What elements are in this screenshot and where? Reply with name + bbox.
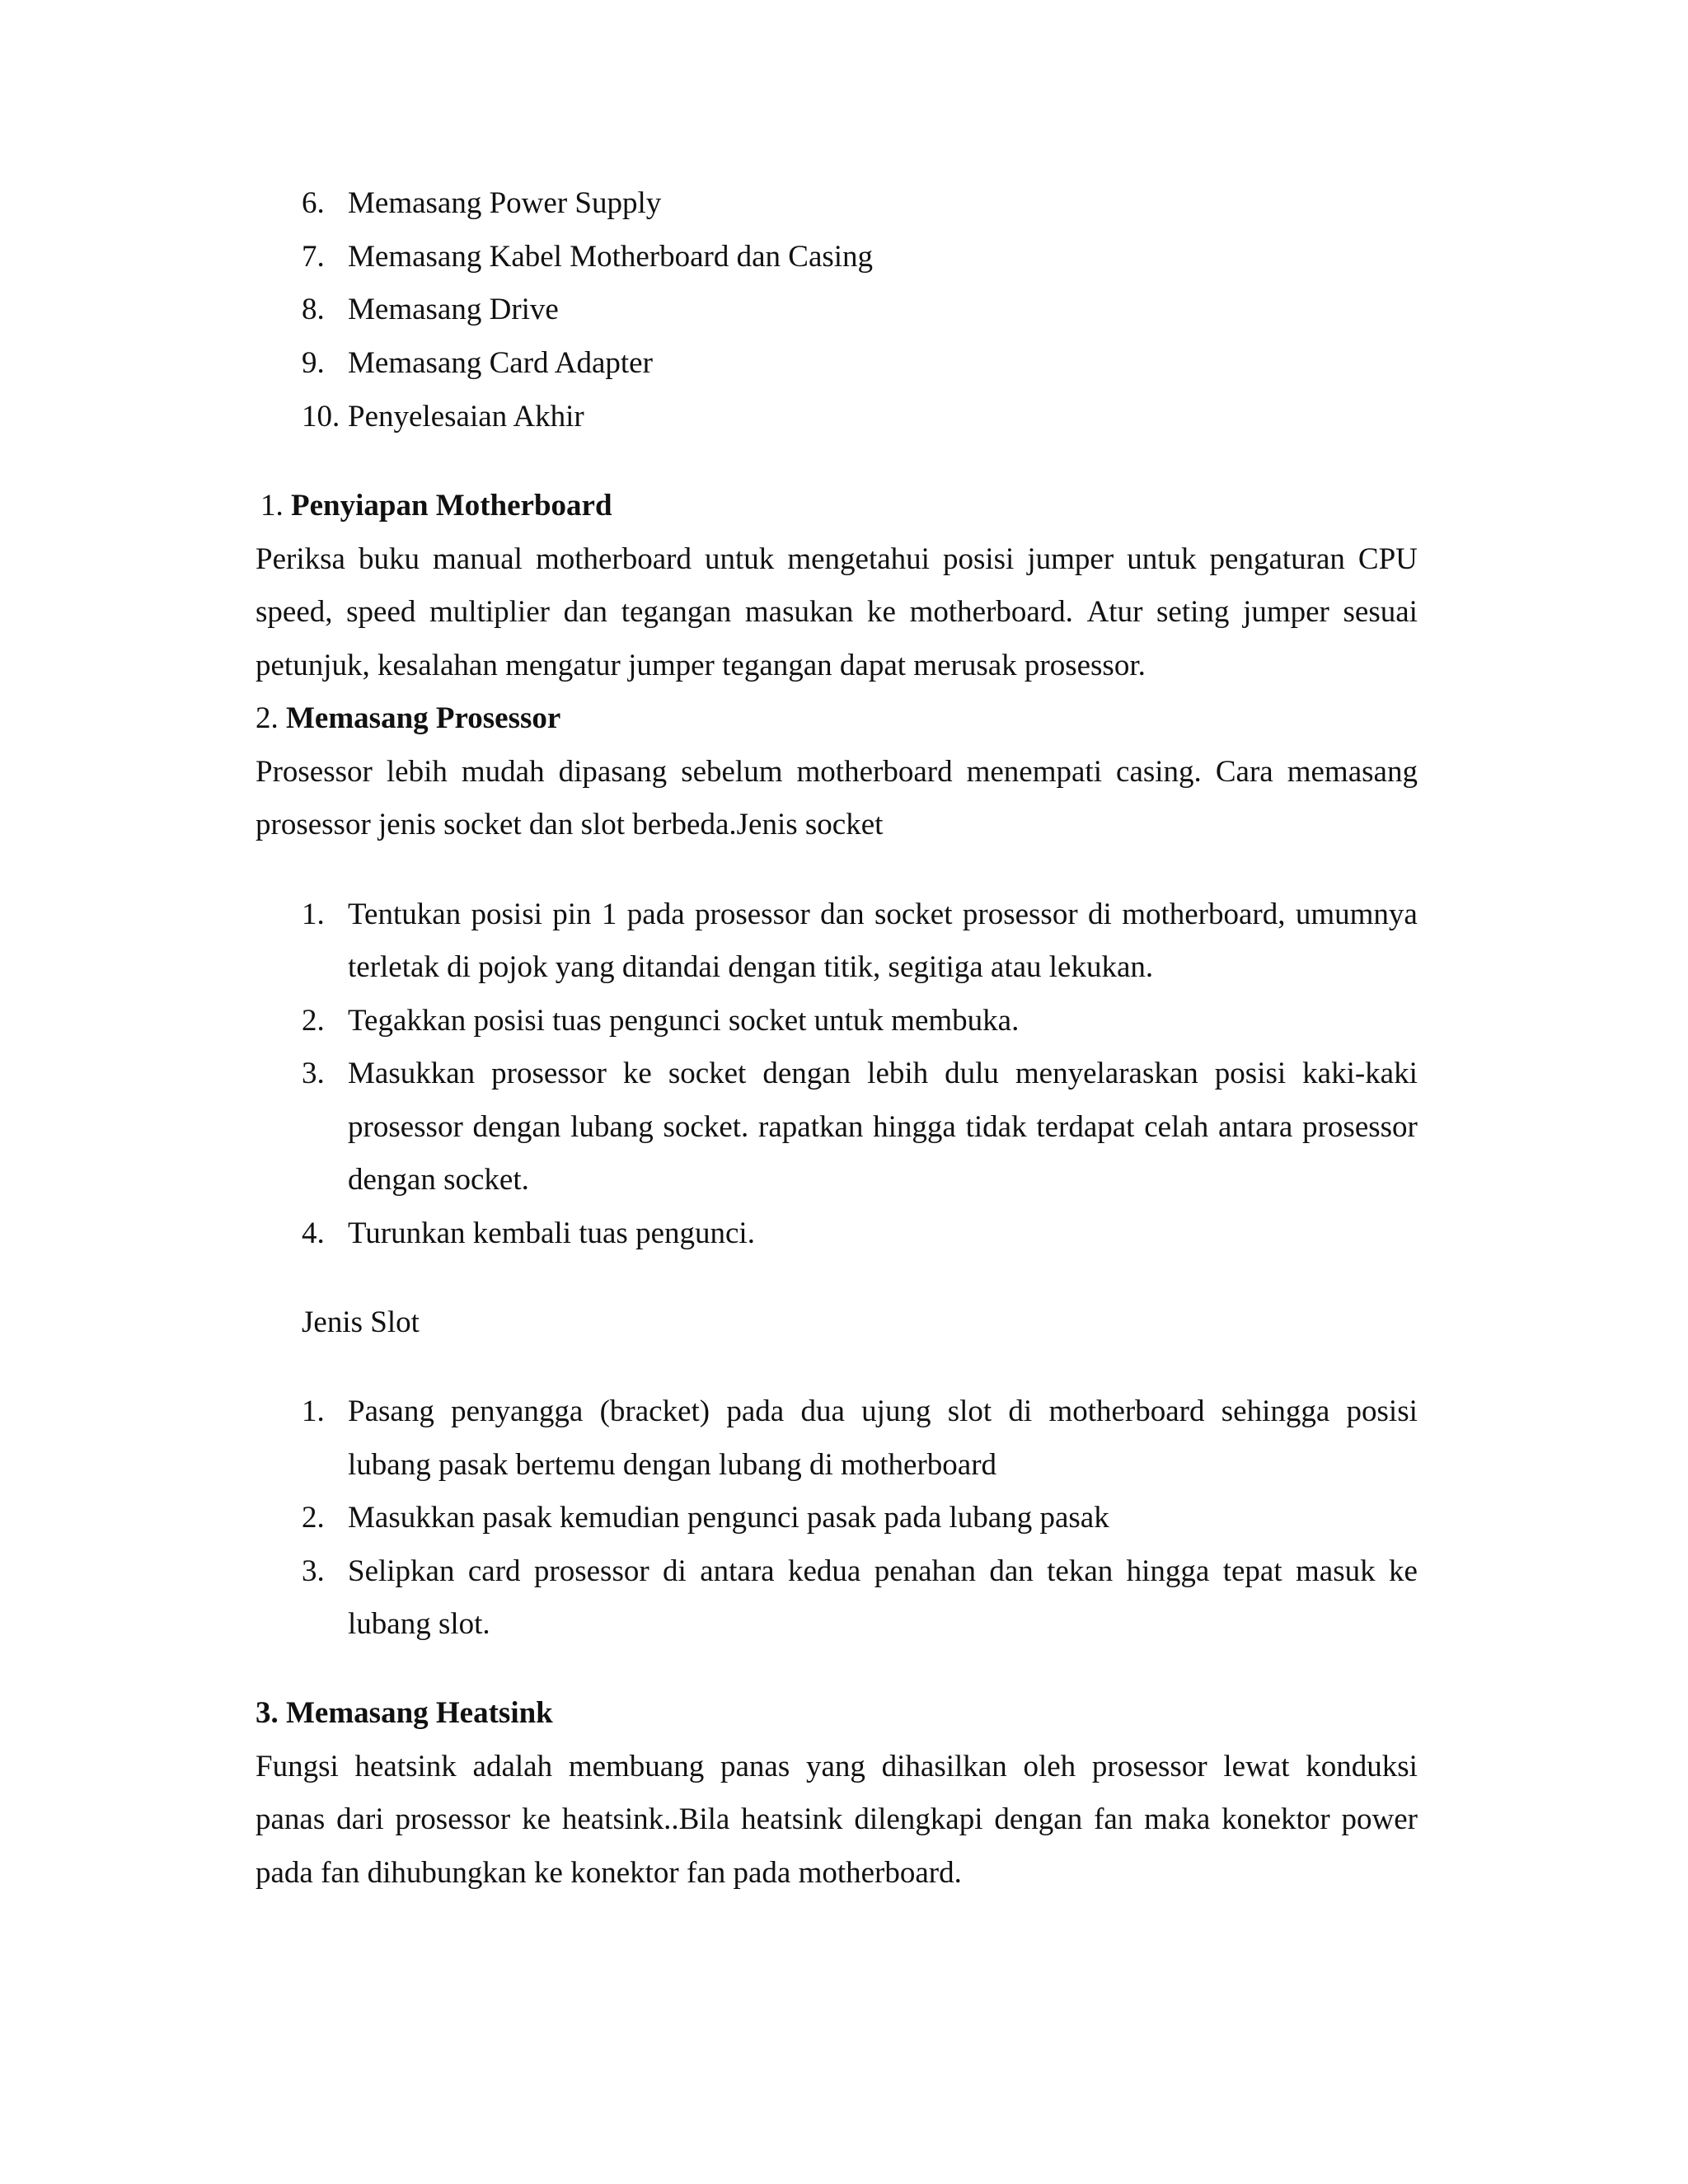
section-number: 1.: [260, 489, 284, 523]
toc-number: 7.: [302, 240, 325, 274]
toc-item: Memasang Drive: [348, 293, 559, 326]
toc-number: 8.: [302, 293, 325, 326]
step-line: [348, 1112, 1418, 1142]
section-heading-1: [260, 490, 612, 521]
section-title: Memasang Prosessor: [286, 701, 561, 735]
slot-heading: Jenis Slot: [302, 1305, 420, 1339]
section-heading-2: [256, 703, 560, 733]
step-line: Tegakkan posisi tuas pengunci socket untuk membuka.: [348, 1004, 1020, 1038]
step-line: lubang slot.: [348, 1607, 490, 1641]
step-line: [348, 1396, 1418, 1427]
step-line: [348, 899, 1418, 930]
toc-item: Memasang Card Adapter: [348, 346, 653, 380]
toc-item: Memasang Power Supply: [348, 186, 662, 220]
section-number: 2.: [256, 701, 279, 735]
paragraph-line: pada fan dihubungkan ke konektor fan pada motherboard.: [256, 1856, 962, 1890]
step-number: 4.: [302, 1216, 325, 1250]
paragraph-line: prosessor jenis socket dan slot berbeda.Jenis socket: [256, 808, 884, 841]
paragraph-line: [256, 597, 1418, 627]
step-line-text: Selipkan card prosessor di antara kedua penahan dan tekan hingga tepat masuk ke: [348, 1554, 1418, 1588]
step-line: Masukkan pasak kemudian pengunci pasak pada lubang pasak: [348, 1501, 1109, 1535]
step-line-text: Pasang penyangga (bracket) pada dua ujung slot di motherboard sehingga posisi: [348, 1394, 1418, 1428]
toc-item: Penyelesaian Akhir: [348, 400, 584, 434]
paragraph-line-text: Periksa buku manual motherboard untuk mengetahui posisi jumper untuk pengaturan CPU: [256, 542, 1418, 576]
step-line: [348, 1556, 1418, 1586]
step-line: dengan socket.: [348, 1163, 529, 1197]
step-number: 2.: [302, 1004, 325, 1038]
paragraph-line: [256, 1804, 1418, 1835]
step-line-text: prosessor dengan lubang socket. rapatkan hingga tidak terdapat celah antara prosessor: [348, 1110, 1418, 1144]
step-line: Turunkan kembali tuas pengunci.: [348, 1216, 755, 1250]
step-line-text: Tentukan posisi pin 1 pada prosessor dan socket prosessor di motherboard, umumnya: [348, 898, 1418, 931]
toc-item: Memasang Kabel Motherboard dan Casing: [348, 240, 874, 274]
step-line-text: Masukkan prosessor ke socket dengan lebih dulu menyelaraskan posisi kaki-kaki: [348, 1057, 1418, 1090]
section-title: Penyiapan Motherboard: [291, 489, 612, 523]
paragraph-line: [256, 544, 1418, 574]
step-number: 3.: [302, 1554, 325, 1588]
paragraph-line-text: Fungsi heatsink adalah membuang panas yang dihasilkan oleh prosessor lewat konduksi: [256, 1750, 1418, 1783]
paragraph-line: petunjuk, kesalahan mengatur jumper tegangan dapat merusak prosessor.: [256, 649, 1146, 682]
toc-number: 10.: [302, 400, 340, 434]
step-number: 1.: [302, 898, 325, 931]
step-line: lubang pasak bertemu dengan lubang di motherboard: [348, 1448, 997, 1482]
paragraph-line-text: panas dari prosessor ke heatsink..Bila heatsink dilengkapi dengan fan maka konektor power: [256, 1802, 1418, 1836]
toc-number: 9.: [302, 346, 325, 380]
step-number: 2.: [302, 1501, 325, 1535]
step-number: 1.: [302, 1394, 325, 1428]
step-line: [348, 1058, 1418, 1089]
toc-number: 6.: [302, 186, 325, 220]
step-line: terletak di pojok yang ditandai dengan titik, segitiga atau lekukan.: [348, 950, 1154, 984]
paragraph-line: [256, 757, 1418, 787]
paragraph-line-text: Prosessor lebih mudah dipasang sebelum motherboard menempati casing. Cara memasang: [256, 755, 1418, 789]
section-heading-3: 3. Memasang Heatsink: [256, 1696, 553, 1730]
step-number: 3.: [302, 1057, 325, 1090]
paragraph-line-text: speed, speed multiplier dan tegangan masukan ke motherboard. Atur seting jumper sesuai: [256, 595, 1418, 629]
paragraph-line: [256, 1751, 1418, 1782]
